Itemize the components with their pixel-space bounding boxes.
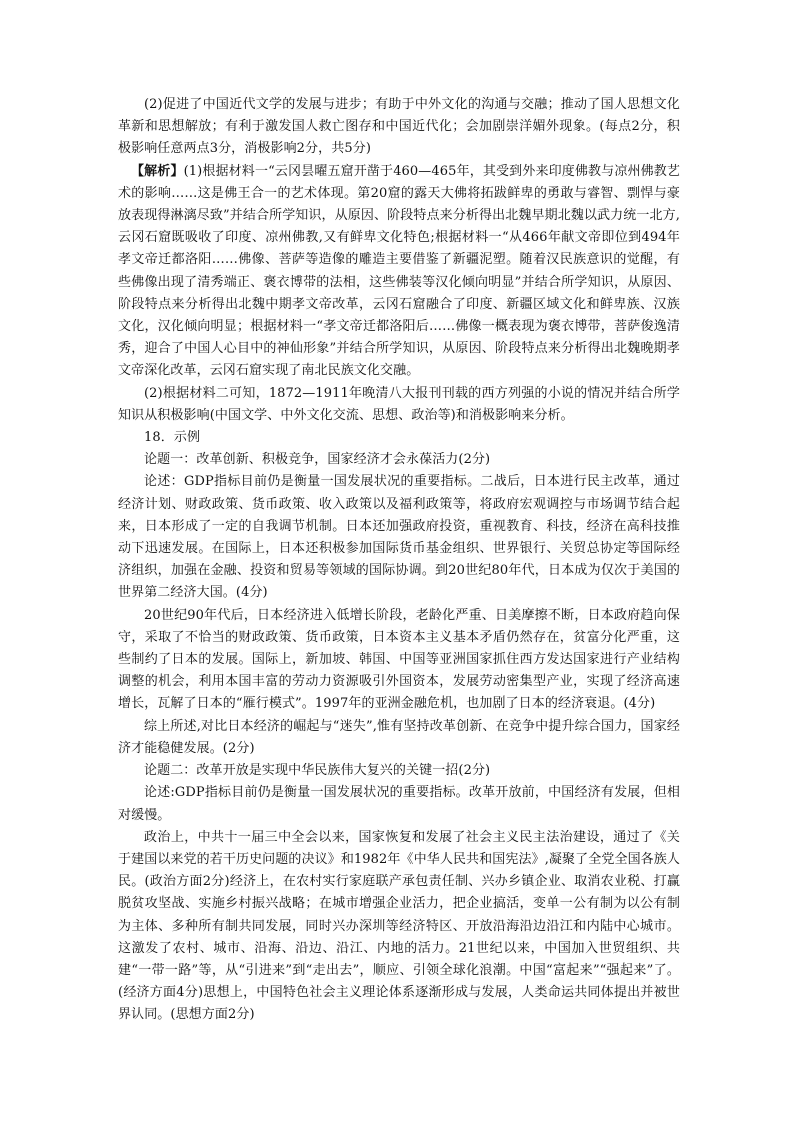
thesis-one-argument-2: 20世纪90年代后，日本经济进入低增长阶段，老龄化严重、日美摩擦不断，日本政府趋向保守，采取了不恰当的财政政策、货币政策，日本资本主义基本矛盾仍然存在，贫富分化严重，这些制约了日本的发展。国际上，新加坡、韩国、中国等亚洲国家抓住西方发达国家进行产业结构调整的机会，利用本国丰富的劳动力资源吸引外国资本，发展劳动密集型产业，实现了经济高速增长，瓦解了日本的“雁行模式”。1997年的亚洲金融危机，也加剧了日本的经济衰退。(4分) (118, 607, 680, 712)
thesis-two-argument-1: 论述:GDP指标目前仍是衡量一国发展状况的重要指标。改革开放前，中国经济有发展，但相对缓慢。 (118, 785, 680, 823)
analysis-label: 【解析】 (131, 163, 184, 179)
analysis-paragraph-2: (2)根据材料二可知，1872—1911年晚清八大报刊刊载的西方列强的小说的情况并结合所学知识从积极影响(中国文学、中外文化交流、思想、政治等)和消极影响来分析。 (118, 385, 680, 423)
analysis-text: (1)根据材料一“云冈昙曜五窟开凿于460—465年，其受到外来印度佛教与凉州佛教艺术的影响……这是佛王合一的艺术体现。第20窟的露天大佛将拓跋鲜卑的勇敢与睿智、剽悍与豪放表现得淋漓尽致”并结合所学知识，从原因、阶段特点来分析得出北魏早期北魏以武力统一北方,云冈石窟既吸收了印度、凉州佛教,又有鲜卑文化特色;根据材料一“从466年献文帝即位到494年孝文帝迁都洛阳……佛像、菩萨等造像的雕造主要借鉴了新疆泥塑。随着汉民族意识的觉醒，有些佛像出现了清秀端正、褒衣博带的法相，这些佛装等汉化倾向明显”并结合所学知识，从原因、阶段特点来分析得出北魏中期孝文帝改革，云冈石窟融合了印度、新疆区域文化和鲜卑族、汉族文化，汉化倾向明显；根据材料一“孝文帝迁都洛阳后……佛像一概表现为褒衣博带，菩萨俊逸清秀，迎合了中国人心目中的神仙形象”并结合所学知识，从原因、阶段特点来分析得出北魏晚期孝文帝深化改革，云冈石窟实现了南北民族文化交融。 (118, 163, 680, 379)
thesis-one-conclusion: 综上所述,对比日本经济的崛起与“迷失”,惟有坚持改革创新、在竞争中提升综合国力，国家经济才能稳健发展。(2分) (118, 718, 680, 756)
thesis-one: 论题一：改革创新、积极竞争，国家经济才会永葆活力(2分) (144, 452, 491, 468)
thesis-one-argument-1: 论述：GDP指标目前仍是衡量一国发展状况的重要指标。二战后，日本进行民主改革，通过经济计划、财政政策、货币政策、收入政策以及福利政策等，将政府宏观调控与市场调节结合起来，日本形成了一定的自我调节机制。日本还加强政府投资，重视教育、科技，经济在高科技推动下迅速发展。在国际上，日本还积极参加国际货币基金组织、世界银行、关贸总协定等国际经济组织，加强在金融、投资和贸易等领域的国际协调。到20世纪80年代，日本成为仅次于美国的世界第二经济大国。(4分) (118, 474, 680, 601)
document-page (118, 94, 680, 1027)
question-18-heading: 18．示例 (144, 430, 201, 446)
analysis-paragraph (118, 161, 680, 383)
thesis-two: 论题二：改革开放是实现中华民族伟大复兴的关键一招(2分) (144, 763, 491, 779)
thesis-two-argument-2: 政治上，中共十一届三中全会以来，国家恢复和发展了社会主义民主法治建设，通过了《关于建国以来党的若干历史问题的决议》和1982年《中华人民共和国宪法》,凝聚了全党全国各族人民。(政治方面2分)经济上，在农村实行家庭联产承包责任制、兴办乡镇企业、取消农业税、打赢脱贫攻坚战、实施乡村振兴战略；在城市增强企业活力，把企业搞活，变单一公有制为以公有制为主体、多种所有制共同发展，同时兴办深圳等经济特区、开放沿海沿边沿江和内陆中心城市。这激发了农村、城市、沿海、沿边、沿江、内地的活力。21世纪以来，中国加入世贸组织、共建“一带一路”等，从“引进来”到“走出去”，顺应、引领全球化浪潮。中国“富起来”“强起来”了。(经济方面4分)思想上，中国特色社会主义理论体系逐渐形成与发展，人类命运共同体提出并被世界认同。(思想方面2分) (118, 829, 680, 1023)
answer-paragraph-2: (2)促进了中国近代文学的发展与进步；有助于中外文化的沟通与交融；推动了国人思想文化革新和思想解放；有利于激发国人救亡图存和中国近代化；会加剧崇洋媚外现象。(每点2分，积极影响任意两点3分，消极影响2分，共5分) (118, 97, 680, 157)
